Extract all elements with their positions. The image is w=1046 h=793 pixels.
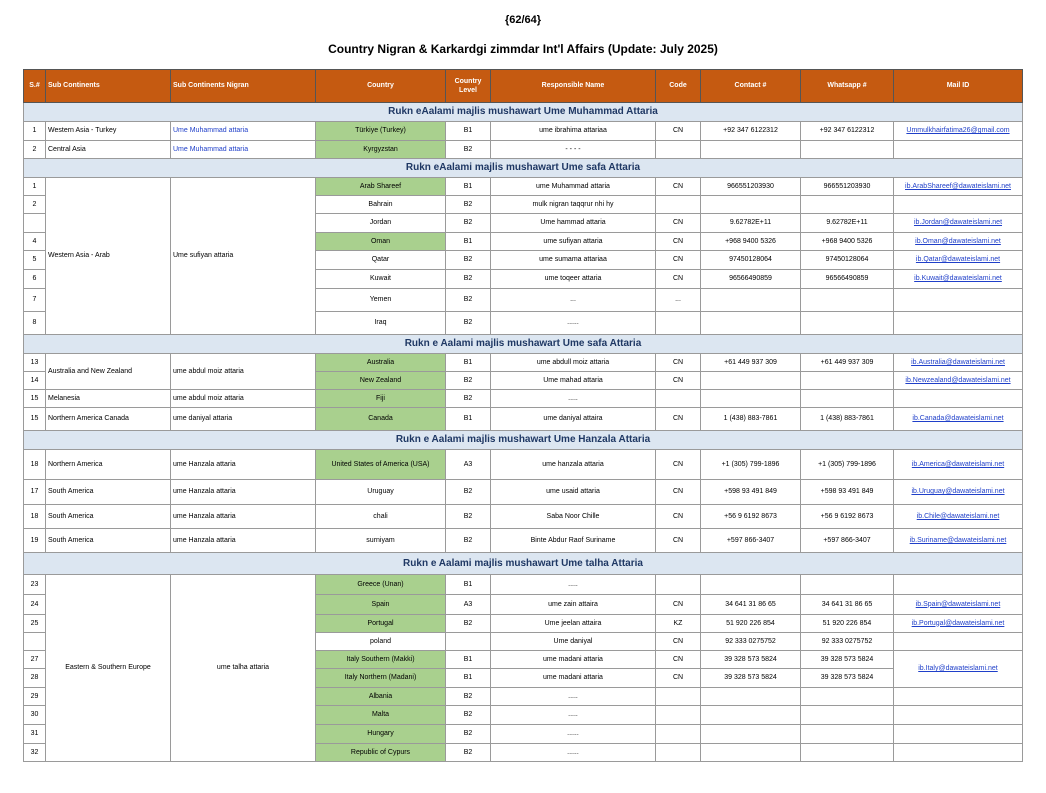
- level-cell: B2: [446, 688, 491, 706]
- sub-continent-cell: Northern America Canada: [46, 408, 171, 431]
- section-row: [24, 553, 1023, 575]
- sub-continent-cell: Western Asia - Turkey: [46, 122, 171, 141]
- table-row: [24, 575, 1023, 595]
- sno-cell: 4: [24, 233, 46, 251]
- level-cell: B1: [446, 408, 491, 431]
- table-row: [24, 390, 1023, 408]
- mail-link[interactable]: ib.Suriname@dawateislami.net: [894, 529, 1023, 553]
- country-cell: Republic of Cypurs: [316, 744, 446, 762]
- sno-cell: 27: [24, 651, 46, 669]
- country-cell: Yemen: [316, 289, 446, 312]
- responsible-cell: ume daniyal attaira: [491, 408, 656, 431]
- whatsapp-cell: +597 866-3407: [801, 529, 894, 553]
- code-cell: CN: [656, 122, 701, 141]
- sno-cell: 8: [24, 312, 46, 335]
- header-country-level: Country Level: [446, 70, 491, 103]
- whatsapp-cell: [801, 372, 894, 390]
- mail-cell: [894, 289, 1023, 312]
- level-cell: [446, 633, 491, 651]
- contact-cell: +92 347 6122312: [701, 122, 801, 141]
- responsible-cell: .....: [491, 390, 656, 408]
- mail-cell: [894, 744, 1023, 762]
- code-cell: CN: [656, 251, 701, 270]
- table-row: [24, 450, 1023, 480]
- mail-cell: [894, 725, 1023, 744]
- sno-cell: 13: [24, 354, 46, 372]
- whatsapp-cell: [801, 706, 894, 725]
- page-number: {62/64}: [504, 14, 542, 26]
- whatsapp-cell: +61 449 937 309: [801, 354, 894, 372]
- responsible-cell: ume zain attaira: [491, 595, 656, 615]
- code-cell: CN: [656, 595, 701, 615]
- contact-cell: +597 866-3407: [701, 529, 801, 553]
- nigran-cell: Ume Muhammad attaria: [171, 141, 316, 159]
- contact-cell: 39 328 573 5824: [701, 651, 801, 669]
- sno-cell: 1: [24, 178, 46, 196]
- mail-link[interactable]: Ummulkhairfatima26@gmail.com: [894, 122, 1023, 141]
- whatsapp-cell: 39 328 573 5824: [801, 669, 894, 688]
- mail-link[interactable]: ib.Newzealand@dawateislami.net: [894, 372, 1023, 390]
- code-cell: CN: [656, 214, 701, 233]
- header-row: [24, 70, 1023, 103]
- code-cell: CN: [656, 270, 701, 289]
- responsible-cell: mulk nigran taqqrur nhi hy: [491, 196, 656, 214]
- mail-link[interactable]: ib.Canada@dawateislami.net: [894, 408, 1023, 431]
- mail-cell: [894, 706, 1023, 725]
- whatsapp-cell: 96566490859: [801, 270, 894, 289]
- nigran-cell: ume Hanzala attaria: [171, 450, 316, 480]
- responsible-cell: ume Muhammad attaria: [491, 178, 656, 196]
- responsible-cell: Ume mahad attaria: [491, 372, 656, 390]
- country-cell: Kuwait: [316, 270, 446, 289]
- whatsapp-cell: +92 347 6122312: [801, 122, 894, 141]
- contact-cell: [701, 390, 801, 408]
- sno-cell: 5: [24, 251, 46, 270]
- country-cell: Greece (Unan): [316, 575, 446, 595]
- contact-cell: [701, 706, 801, 725]
- table-row: [24, 480, 1023, 505]
- nigran-cell: ume talha attaria: [171, 575, 316, 762]
- whatsapp-cell: [801, 312, 894, 335]
- code-cell: CN: [656, 354, 701, 372]
- code-cell: [656, 688, 701, 706]
- country-cell: Italy Northern (Madani): [316, 669, 446, 688]
- mail-link[interactable]: ib.ArabShareef@dawateislami.net: [894, 178, 1023, 196]
- mail-link[interactable]: ib.Jordan@dawateislami.net: [894, 214, 1023, 233]
- sub-continent-cell: Eastern & Southern Europe: [46, 575, 171, 762]
- sno-cell: 17: [24, 480, 46, 505]
- mail-link[interactable]: ib.Chile@dawateislami.net: [894, 505, 1023, 529]
- sub-continent-cell: South America: [46, 480, 171, 505]
- contact-cell: [701, 289, 801, 312]
- contact-cell: [701, 725, 801, 744]
- responsible-cell: .....: [491, 706, 656, 725]
- whatsapp-cell: [801, 744, 894, 762]
- mail-link[interactable]: ib.Kuwait@dawateislami.net: [894, 270, 1023, 289]
- section-title: Rukn eAalami majlis mushawart Ume safa Attaria: [24, 159, 1023, 178]
- code-cell: [656, 196, 701, 214]
- contact-cell: 92 333 0275752: [701, 633, 801, 651]
- section-row: [24, 335, 1023, 354]
- sub-continent-cell: South America: [46, 505, 171, 529]
- level-cell: B2: [446, 312, 491, 335]
- responsible-cell: ume toqeer attaria: [491, 270, 656, 289]
- whatsapp-cell: 34 641 31 86 65: [801, 595, 894, 615]
- mail-cell: [894, 390, 1023, 408]
- responsible-cell: ......: [491, 744, 656, 762]
- level-cell: B2: [446, 706, 491, 725]
- level-cell: A3: [446, 450, 491, 480]
- country-cell: Italy Southern (Makki): [316, 651, 446, 669]
- nigran-cell: Ume Muhammad attaria: [171, 122, 316, 141]
- responsible-cell: ......: [491, 725, 656, 744]
- contact-cell: +1 (305) 799-1896: [701, 450, 801, 480]
- sno-cell: 19: [24, 529, 46, 553]
- responsible-cell: ume madani attaria: [491, 651, 656, 669]
- sno-cell: 25: [24, 615, 46, 633]
- whatsapp-cell: [801, 688, 894, 706]
- header-sub-continents: Sub Continents: [46, 70, 171, 103]
- level-cell: B2: [446, 270, 491, 289]
- level-cell: B2: [446, 251, 491, 270]
- code-cell: [656, 390, 701, 408]
- level-cell: B2: [446, 529, 491, 553]
- responsible-cell: Binte Abdur Raof Suriname: [491, 529, 656, 553]
- country-cell: Albania: [316, 688, 446, 706]
- mail-cell: [894, 141, 1023, 159]
- table-row: [24, 122, 1023, 141]
- header-mail-id: Mail ID: [894, 70, 1023, 103]
- country-cell: Arab Shareef: [316, 178, 446, 196]
- level-cell: B2: [446, 390, 491, 408]
- table-row: [24, 354, 1023, 372]
- whatsapp-cell: [801, 575, 894, 595]
- country-cell: Malta: [316, 706, 446, 725]
- level-cell: A3: [446, 595, 491, 615]
- sno-cell: 18: [24, 450, 46, 480]
- nigran-cell: ume abdul moiz attaria: [171, 354, 316, 390]
- level-cell: B2: [446, 505, 491, 529]
- sno-cell: [24, 633, 46, 651]
- responsible-cell: Saba Noor Chille: [491, 505, 656, 529]
- whatsapp-cell: [801, 725, 894, 744]
- sub-continent-cell: South America: [46, 529, 171, 553]
- mail-link[interactable]: ib.Spain@dawateislami.net: [894, 595, 1023, 615]
- whatsapp-cell: 51 920 226 854: [801, 615, 894, 633]
- country-cell: New Zealand: [316, 372, 446, 390]
- country-cell: Türkiye (Turkey): [316, 122, 446, 141]
- section-title: Rukn e Aalami majlis mushawart Ume talha Attaria: [24, 553, 1023, 575]
- country-cell: Canada: [316, 408, 446, 431]
- mail-cell: [894, 688, 1023, 706]
- contact-cell: [701, 372, 801, 390]
- code-cell: [656, 575, 701, 595]
- mail-link[interactable]: ib.Uruguay@dawateislami.net: [894, 480, 1023, 505]
- code-cell: CN: [656, 233, 701, 251]
- contact-cell: [701, 575, 801, 595]
- contact-cell: 51 920 226 854: [701, 615, 801, 633]
- document-title: Country Nigran & Karkardgi zimmdar Int'l Affairs (Update: July 2025): [328, 42, 718, 56]
- code-cell: KZ: [656, 615, 701, 633]
- code-cell: CN: [656, 450, 701, 480]
- responsible-cell: ume madani attaria: [491, 669, 656, 688]
- mail-link[interactable]: ib.Oman@dawateislami.net: [894, 233, 1023, 251]
- contact-cell: 9.62782E+11: [701, 214, 801, 233]
- responsible-cell: Ume daniyal: [491, 633, 656, 651]
- mail-cell: [894, 575, 1023, 595]
- header-code: Code: [656, 70, 701, 103]
- header-country: Country: [316, 70, 446, 103]
- contact-cell: [701, 688, 801, 706]
- nigran-cell: Ume sufiyan attaria: [171, 178, 316, 335]
- country-cell: Bahrain: [316, 196, 446, 214]
- sno-cell: 7: [24, 289, 46, 312]
- responsible-cell: ume sufiyan attaria: [491, 233, 656, 251]
- country-cell: chali: [316, 505, 446, 529]
- whatsapp-cell: +1 (305) 799-1896: [801, 450, 894, 480]
- section-title: Rukn e Aalami majlis mushawart Ume safa Attaria: [24, 335, 1023, 354]
- code-cell: CN: [656, 651, 701, 669]
- header-sno: S.#: [24, 70, 46, 103]
- level-cell: B1: [446, 575, 491, 595]
- section-title: Rukn e Aalami majlis mushawart Ume Hanzala Attaria: [24, 431, 1023, 450]
- contact-cell: +56 9 6192 8673: [701, 505, 801, 529]
- responsible-cell: ......: [491, 312, 656, 335]
- level-cell: B2: [446, 289, 491, 312]
- level-cell: B2: [446, 196, 491, 214]
- section-row: [24, 431, 1023, 450]
- whatsapp-cell: 1 (438) 883-7861: [801, 408, 894, 431]
- table-row: [24, 529, 1023, 553]
- level-cell: B1: [446, 651, 491, 669]
- section-title: Rukn eAalami majlis mushawart Ume Muhammad Attaria: [24, 103, 1023, 122]
- level-cell: B1: [446, 233, 491, 251]
- responsible-cell: ...: [491, 289, 656, 312]
- whatsapp-cell: 39 328 573 5824: [801, 651, 894, 669]
- sub-continent-cell: Australia and New Zealand: [46, 354, 171, 390]
- whatsapp-cell: 97450128064: [801, 251, 894, 270]
- level-cell: B2: [446, 744, 491, 762]
- nigran-cell: ume Hanzala attaria: [171, 505, 316, 529]
- sno-cell: 24: [24, 595, 46, 615]
- country-cell: Hungary: [316, 725, 446, 744]
- country-cell: Fiji: [316, 390, 446, 408]
- whatsapp-cell: 92 333 0275752: [801, 633, 894, 651]
- sno-cell: 18: [24, 505, 46, 529]
- code-cell: [656, 725, 701, 744]
- level-cell: B2: [446, 214, 491, 233]
- nigran-cell: ume abdul moiz attaria: [171, 390, 316, 408]
- sno-cell: 2: [24, 196, 46, 214]
- country-cell: surniyam: [316, 529, 446, 553]
- contact-cell: [701, 744, 801, 762]
- mail-link[interactable]: ib.Italy@dawateislami.net: [894, 651, 1023, 688]
- sub-continent-cell: Melanesia: [46, 390, 171, 408]
- contact-cell: [701, 312, 801, 335]
- responsible-cell: .....: [491, 688, 656, 706]
- code-cell: CN: [656, 178, 701, 196]
- responsible-cell: ume abdull moiz attaria: [491, 354, 656, 372]
- whatsapp-cell: [801, 390, 894, 408]
- code-cell: [656, 706, 701, 725]
- responsible-cell: Ume hammad attaria: [491, 214, 656, 233]
- mail-cell: [894, 196, 1023, 214]
- responsible-cell: ume usaid attaria: [491, 480, 656, 505]
- whatsapp-cell: +968 9400 5326: [801, 233, 894, 251]
- whatsapp-cell: 9.62782E+11: [801, 214, 894, 233]
- level-cell: B1: [446, 354, 491, 372]
- level-cell: B1: [446, 669, 491, 688]
- responsible-cell: - - - -: [491, 141, 656, 159]
- table-row: [24, 408, 1023, 431]
- sno-cell: 6: [24, 270, 46, 289]
- sno-cell: 28: [24, 669, 46, 688]
- sno-cell: 30: [24, 706, 46, 725]
- responsible-cell: Ume jeelan attaira: [491, 615, 656, 633]
- sno-cell: 31: [24, 725, 46, 744]
- nigran-cell: ume Hanzala attaria: [171, 529, 316, 553]
- contact-cell: 34 641 31 86 65: [701, 595, 801, 615]
- section-row: [24, 103, 1023, 122]
- code-cell: CN: [656, 529, 701, 553]
- mail-cell: [894, 312, 1023, 335]
- whatsapp-cell: +56 9 6192 8673: [801, 505, 894, 529]
- contact-cell: 39 328 573 5824: [701, 669, 801, 688]
- header-whatsapp: Whatsapp #: [801, 70, 894, 103]
- code-cell: CN: [656, 669, 701, 688]
- whatsapp-cell: [801, 196, 894, 214]
- country-cell: Spain: [316, 595, 446, 615]
- sno-cell: 29: [24, 688, 46, 706]
- country-cell: Portugal: [316, 615, 446, 633]
- contact-cell: 966551203930: [701, 178, 801, 196]
- contact-cell: 1 (438) 883-7861: [701, 408, 801, 431]
- table-row: [24, 141, 1023, 159]
- level-cell: B1: [446, 178, 491, 196]
- sno-cell: 15: [24, 390, 46, 408]
- contact-cell: +61 449 937 309: [701, 354, 801, 372]
- whatsapp-cell: +598 93 491 849: [801, 480, 894, 505]
- sno-cell: [24, 214, 46, 233]
- level-cell: B2: [446, 480, 491, 505]
- header-sub-continents-nigran: Sub Continents Nigran: [171, 70, 316, 103]
- country-cell: Australia: [316, 354, 446, 372]
- contact-cell: 96566490859: [701, 270, 801, 289]
- responsible-cell: ume sumama attariaa: [491, 251, 656, 270]
- code-cell: CN: [656, 505, 701, 529]
- sub-continent-cell: Northern America: [46, 450, 171, 480]
- contact-cell: +598 93 491 849: [701, 480, 801, 505]
- level-cell: B1: [446, 122, 491, 141]
- country-cell: Oman: [316, 233, 446, 251]
- sno-cell: 15: [24, 408, 46, 431]
- table-row: [24, 505, 1023, 529]
- country-cell: poland: [316, 633, 446, 651]
- nigran-table: [23, 69, 1023, 762]
- level-cell: B2: [446, 141, 491, 159]
- country-cell: Kyrgyzstan: [316, 141, 446, 159]
- country-cell: Qatar: [316, 251, 446, 270]
- nigran-cell: ume daniyal attaria: [171, 408, 316, 431]
- level-cell: B2: [446, 372, 491, 390]
- header-responsible-name: Responsible Name: [491, 70, 656, 103]
- mail-link[interactable]: ib.Portugal@dawateislami.net: [894, 615, 1023, 633]
- whatsapp-cell: 966551203930: [801, 178, 894, 196]
- sub-continent-cell: Western Asia - Arab: [46, 178, 171, 335]
- sno-cell: 14: [24, 372, 46, 390]
- table-row: [24, 178, 1023, 196]
- sno-cell: 2: [24, 141, 46, 159]
- responsible-cell: ume hanzala attaria: [491, 450, 656, 480]
- nigran-cell: ume Hanzala attaria: [171, 480, 316, 505]
- level-cell: B2: [446, 725, 491, 744]
- country-cell: Jordan: [316, 214, 446, 233]
- sno-cell: 23: [24, 575, 46, 595]
- contact-cell: [701, 196, 801, 214]
- code-cell: [656, 312, 701, 335]
- header-contact: Contact #: [701, 70, 801, 103]
- contact-cell: 97450128064: [701, 251, 801, 270]
- mail-link[interactable]: ib.Australia@dawateislami.net: [894, 354, 1023, 372]
- sub-continent-cell: Central Asia: [46, 141, 171, 159]
- country-cell: United States of America (USA): [316, 450, 446, 480]
- whatsapp-cell: [801, 289, 894, 312]
- mail-link[interactable]: ib.America@dawateislami.net: [894, 450, 1023, 480]
- code-cell: CN: [656, 480, 701, 505]
- code-cell: ...: [656, 289, 701, 312]
- code-cell: [656, 141, 701, 159]
- level-cell: B2: [446, 615, 491, 633]
- mail-cell: [894, 633, 1023, 651]
- sno-cell: 1: [24, 122, 46, 141]
- contact-cell: [701, 141, 801, 159]
- responsible-cell: .....: [491, 575, 656, 595]
- code-cell: CN: [656, 633, 701, 651]
- whatsapp-cell: [801, 141, 894, 159]
- section-row: [24, 159, 1023, 178]
- responsible-cell: ume ibrahima attariaa: [491, 122, 656, 141]
- code-cell: CN: [656, 372, 701, 390]
- country-cell: Iraq: [316, 312, 446, 335]
- code-cell: [656, 744, 701, 762]
- contact-cell: +968 9400 5326: [701, 233, 801, 251]
- sno-cell: 32: [24, 744, 46, 762]
- code-cell: CN: [656, 408, 701, 431]
- country-cell: Uruguay: [316, 480, 446, 505]
- mail-link[interactable]: ib.Qatar@dawateislami.net: [894, 251, 1023, 270]
